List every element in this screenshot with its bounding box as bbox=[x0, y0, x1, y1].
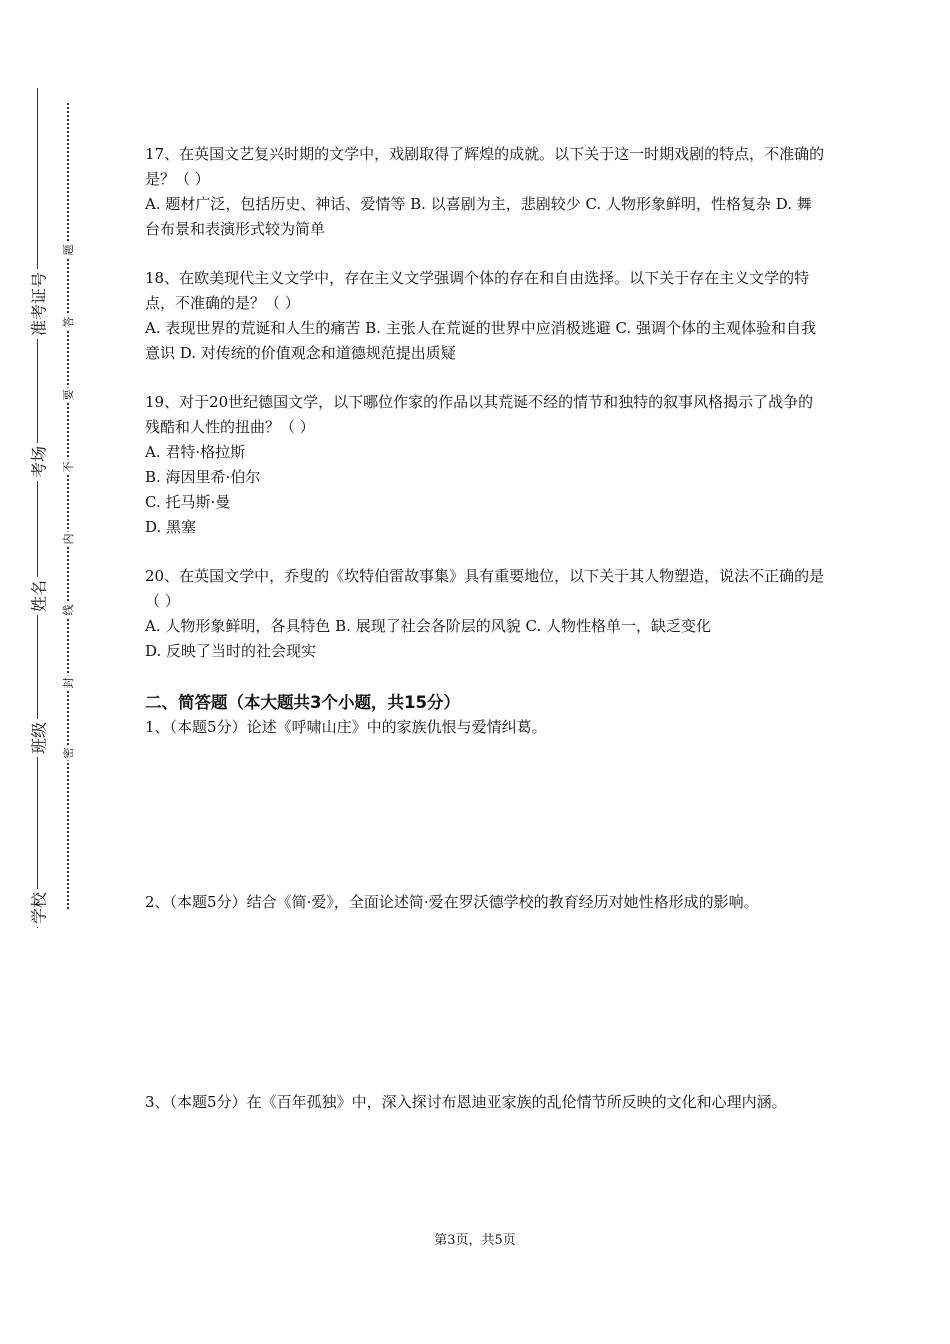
label-exam-room: 考场 bbox=[27, 443, 50, 481]
warning-char: 内 bbox=[62, 533, 75, 545]
question-18 bbox=[145, 266, 825, 366]
short-answer-prompt: 3、（本题5分）在《百年孤独》中，深入探讨布恩迪亚家族的乱伦情节所反映的文化和心理内涵。 bbox=[145, 1093, 787, 1111]
question-stem: 20、在英国文学中，乔叟的《坎特伯雷故事集》具有重要地位，以下关于其人物塑造，说法不正确的是（ ） bbox=[145, 567, 825, 610]
question-20 bbox=[145, 564, 825, 664]
question-stem: 19、对于20世纪德国文学，以下哪位作家的作品以其荒诞不经的情节和独特的叙事风格揭示了战争的残酷和人性的扭曲？（ ） bbox=[145, 393, 814, 436]
question-options: D. 反映了当时的社会现实 bbox=[145, 642, 317, 660]
option-a: A. 君特·格拉斯 bbox=[145, 443, 246, 461]
short-answer-1 bbox=[145, 715, 825, 890]
short-answer-prompt: 1、（本题5分）论述《呼啸山庄》中的家族仇恨与爱情纠葛。 bbox=[145, 718, 547, 736]
binding-solid-line bbox=[37, 88, 38, 928]
binding-dotted-line bbox=[67, 103, 69, 909]
warning-char: 线 bbox=[62, 604, 75, 616]
warning-char: 题 bbox=[62, 244, 75, 256]
binding-margin bbox=[0, 0, 120, 1344]
label-exam-number: 准考证号 bbox=[27, 269, 50, 339]
exam-content bbox=[145, 142, 825, 1115]
question-19 bbox=[145, 390, 825, 540]
option-d: D. 黑塞 bbox=[145, 518, 197, 536]
warning-char: 答 bbox=[62, 316, 75, 328]
question-stem: 18、在欧美现代主义文学中，存在主义文学强调个体的存在和自由选择。以下关于存在主义文学的特点，不准确的是？（ ） bbox=[145, 269, 810, 312]
section-title: 二、简答题（本大题共3个小题，共15分） bbox=[145, 693, 460, 712]
short-answer-prompt: 2、（本题5分）结合《简·爱》，全面论述简·爱在罗沃德学校的教育经历对她性格形成的影响。 bbox=[145, 893, 759, 911]
warning-char: 封 bbox=[62, 677, 75, 689]
question-options: A. 人物形象鲜明，各具特色 B. 展现了社会各阶层的风貌 C. 人物性格单一，缺乏变化 bbox=[145, 617, 711, 635]
option-c: C. 托马斯·曼 bbox=[145, 493, 231, 511]
question-options: A. 表现世界的荒诞和人生的痛苦 B. 主张人在荒诞的世界中应消极逃避 C. 强调个体的主观体验和自我意识 D. 对传统的价值观念和道德规范提出质疑 bbox=[145, 319, 816, 362]
warning-char: 密 bbox=[62, 747, 75, 759]
short-answer-3 bbox=[145, 1090, 825, 1115]
question-options: A. 题材广泛，包括历史、神话、爱情等 B. 以喜剧为主，悲剧较少 C. 人物形象鲜明，性格复杂 D. 舞台布景和表演形式较为简单 bbox=[145, 195, 812, 238]
question-17 bbox=[145, 142, 825, 242]
page-footer: 第3页，共5页 bbox=[434, 1233, 516, 1248]
option-b: B. 海因里希·伯尔 bbox=[145, 468, 261, 486]
label-school: 学校 bbox=[27, 889, 50, 927]
label-name: 姓名 bbox=[27, 577, 50, 615]
label-class: 班级 bbox=[27, 719, 50, 757]
short-answer-2 bbox=[145, 890, 825, 1090]
warning-char: 不 bbox=[62, 461, 75, 473]
warning-char: 要 bbox=[62, 389, 75, 401]
question-stem: 17、在英国文艺复兴时期的文学中，戏剧取得了辉煌的成就。以下关于这一时期戏剧的特点，不准确的是？（ ） bbox=[145, 145, 825, 188]
